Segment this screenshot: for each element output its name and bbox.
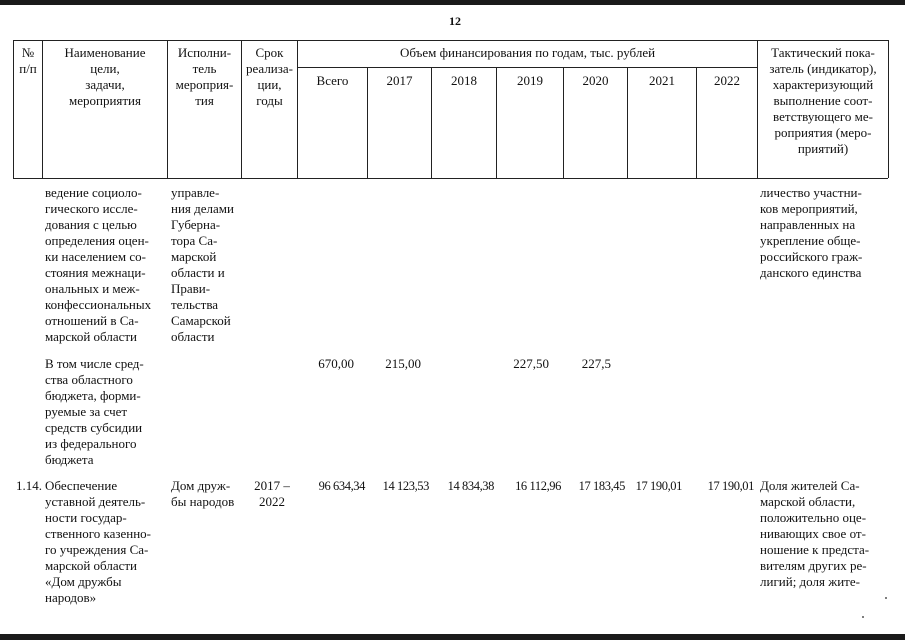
row3-term: 2017 – 2022 bbox=[254, 478, 290, 509]
row3-2017: 14 123,53 bbox=[382, 479, 429, 493]
header-term: Срок реализа- ции, годы bbox=[246, 45, 293, 108]
scan-top-edge bbox=[0, 0, 905, 5]
row3-no: 1.14. bbox=[16, 478, 42, 493]
row3-indicator: Доля жителей Са- марской области, положительно оце- нивающих свое от- ношение к предста- вителям других ре- лигий; доля жите- bbox=[760, 478, 870, 589]
row3-2020: 17 183,45 bbox=[578, 479, 625, 493]
row3-total: 96 634,34 bbox=[318, 479, 365, 493]
row3-executor: Дом друж- бы народов bbox=[171, 478, 235, 509]
scan-speck bbox=[885, 597, 887, 599]
row2-name: В том числе сред- ства областного бюджета, форми- руемые за счет средств субсидии из федерального бюджета bbox=[45, 356, 144, 467]
header-total: Всего bbox=[316, 73, 349, 88]
row2-2020: 227,5 bbox=[581, 356, 611, 371]
scan-speck bbox=[862, 616, 864, 618]
header-year-2018: 2018 bbox=[451, 73, 477, 88]
table-right-border bbox=[888, 40, 889, 178]
header-year-2020: 2020 bbox=[582, 73, 609, 88]
header-executor: Исполни- тель мероприя- тия bbox=[175, 45, 234, 108]
row3-2019: 16 112,96 bbox=[515, 479, 561, 493]
row1-executor: управле- ния делами Губерна- тора Са- марской области и Прави- тельства Самарской области bbox=[171, 185, 234, 344]
scan-bottom-edge bbox=[0, 634, 905, 640]
header-funding: Объем финансирования по годам, тыс. рублей bbox=[399, 45, 656, 60]
row3-2018: 14 834,38 bbox=[447, 479, 494, 493]
header-no: № п/п bbox=[19, 45, 37, 76]
row2-2017: 215,00 bbox=[385, 356, 421, 371]
header-indicator: Тактический пока- затель (индикатор), характеризующий выполнение соот- ветствующего ме- роприятия (меро- приятий) bbox=[769, 45, 877, 156]
header-year-2019: 2019 bbox=[517, 73, 543, 88]
header-bottom-line bbox=[13, 178, 888, 179]
row2-2019: 227,50 bbox=[513, 356, 549, 371]
row3-2022: 17 190,01 bbox=[707, 479, 754, 493]
row1-indicator: личество участни- ков мероприятий, направленных на укрепление обще- российского граж- данского единства bbox=[760, 185, 863, 280]
header-year-2021: 2021 bbox=[649, 73, 675, 88]
row1-name: ведение социоло- гического иссле- дования с целью определения оцен- ки населением со- стояния межнаци- ональных и меж- конфессиональных отношений в Са- марской области bbox=[45, 185, 152, 344]
header-year-2022: 2022 bbox=[714, 73, 740, 88]
header-year-2017: 2017 bbox=[386, 73, 413, 88]
row2-total: 670,00 bbox=[318, 356, 354, 371]
header-name: Наименование цели, задачи, мероприятия bbox=[64, 45, 146, 108]
row3-name: Обеспечение уставной деятель- ности государ- ственного казенно- го учреждения Са- марской области «Дом дружбы народов» bbox=[45, 478, 151, 605]
funding-header-line bbox=[297, 67, 757, 68]
page-number: 12 bbox=[449, 14, 461, 28]
row3-2021: 17 190,01 bbox=[635, 479, 682, 493]
